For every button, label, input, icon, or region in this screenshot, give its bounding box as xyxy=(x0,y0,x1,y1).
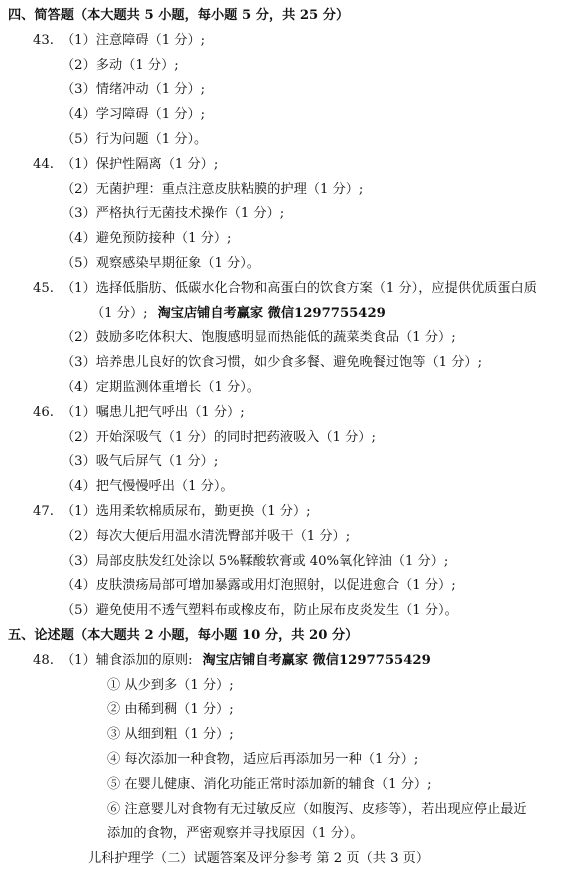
q45-item-3: （3）培养患儿良好的饮食习惯，如少食多餐、避免晚餐过饱等（1 分）; xyxy=(61,355,483,371)
q45-item-1-continued xyxy=(91,304,386,324)
page-footer: 儿科护理学（二）试题答案及评分参考 第 2 页（共 3 页） xyxy=(88,851,430,867)
q45-item-1-cont-text: （1 分）; xyxy=(91,305,148,321)
q46-item-3: （3）吸气后屏气（1 分）; xyxy=(61,454,219,470)
section-heading-essay: 五、论述题（本大题共 2 小题，每小题 10 分，共 20 分） xyxy=(8,628,359,643)
q46-item-2: （2）开始深吸气（1 分）的同时把药液吸入（1 分）; xyxy=(61,429,376,445)
q47-item-5: （5）避免使用不透气塑料布或橡皮布，防止尿布皮炎发生（1 分）。 xyxy=(61,603,458,619)
q47-item-3: （3）局部皮肤发红处涂以 5%鞣酸软膏或 40%氧化锌油（1 分）; xyxy=(61,553,449,569)
q45-item-2: （2）鼓励多吃体积大、饱腹感明显而热能低的蔬菜类食品（1 分）; xyxy=(61,330,456,346)
question-45-number: 45. xyxy=(33,280,54,296)
q44-item-4: （4）避免预防接种（1 分）; xyxy=(61,231,232,247)
shop-watermark-text: 淘宝店铺自考赢家 微信1297755429 xyxy=(202,652,431,668)
q47-item-4: （4）皮肤溃疡局部可增加暴露或用灯泡照射，以促进愈合（1 分）; xyxy=(61,578,456,594)
q44-item-5: （5）观察感染早期征象（1 分）。 xyxy=(61,256,260,271)
q48-subitem-4: ④ 每次添加一种食物，适应后再添加另一种（1 分）; xyxy=(107,752,419,767)
question-46-number: 46. xyxy=(33,404,54,420)
q47-item-1: （1）选用柔软棉质尿布，勤更换（1 分）; xyxy=(61,504,311,519)
question-48-number: 48. xyxy=(33,652,54,668)
q48-subitem-5: ⑤ 在婴儿健康、消化功能正常时添加新的辅食（1 分）; xyxy=(107,776,432,792)
q48-subitem-6: ⑥ 注意婴儿对食物有无过敏反应（如腹泻、皮疹等），若出现应停止最近 xyxy=(107,801,527,817)
shop-watermark-text: 淘宝店铺自考赢家 微信1297755429 xyxy=(157,305,386,321)
q45-item-1: （1）选择低脂肪、低碳水化合物和高蛋白的饮食方案（1 分），应提供优质蛋白质 xyxy=(61,280,537,296)
q44-item-1: （1）保护性隔离（1 分）; xyxy=(61,156,219,172)
q48-subitem-2: ② 由稀到稠（1 分）; xyxy=(107,702,234,718)
q45-item-4: （4）定期监测体重增长（1 分）。 xyxy=(61,380,260,395)
q43-item-4: （4）学习障碍（1 分）; xyxy=(61,107,206,123)
q48-subitem-3: ③ 从细到粗（1 分）; xyxy=(107,727,234,743)
q43-item-3: （3）情绪冲动（1 分）; xyxy=(61,82,206,98)
q48-item-1-text: （1）辅食添加的原则: xyxy=(61,652,193,668)
q44-item-2: （2）无菌护理：重点注意皮肤粘膜的护理（1 分）; xyxy=(61,181,364,197)
q43-item-2: （2）多动（1 分）; xyxy=(61,57,179,73)
q43-item-1: （1）注意障碍（1 分）; xyxy=(61,32,206,48)
q46-item-1: （1）嘱患儿把气呼出（1 分）; xyxy=(61,404,245,420)
q46-item-4: （4）把气慢慢呼出（1 分）。 xyxy=(61,479,234,495)
q48-item-1 xyxy=(61,651,431,671)
question-44-number: 44. xyxy=(33,156,54,172)
q48-subitem-1: ① 从少到多（1 分）; xyxy=(107,677,234,693)
question-47-number: 47. xyxy=(33,504,54,519)
q43-item-5: （5）行为问题（1 分）。 xyxy=(61,132,208,147)
q48-subitem-6-continued: 添加的食物，严密观察并寻找原因（1 分）。 xyxy=(107,826,364,842)
q47-item-2: （2）每次大便后用温水清洗臀部并吸干（1 分）; xyxy=(61,528,351,544)
q44-item-3: （3）严格执行无菌技术操作（1 分）; xyxy=(61,206,285,222)
section-heading-short-answer: 四、简答题（本大题共 5 小题，每小题 5 分，共 25 分） xyxy=(8,8,350,23)
question-43-number: 43. xyxy=(33,32,54,48)
